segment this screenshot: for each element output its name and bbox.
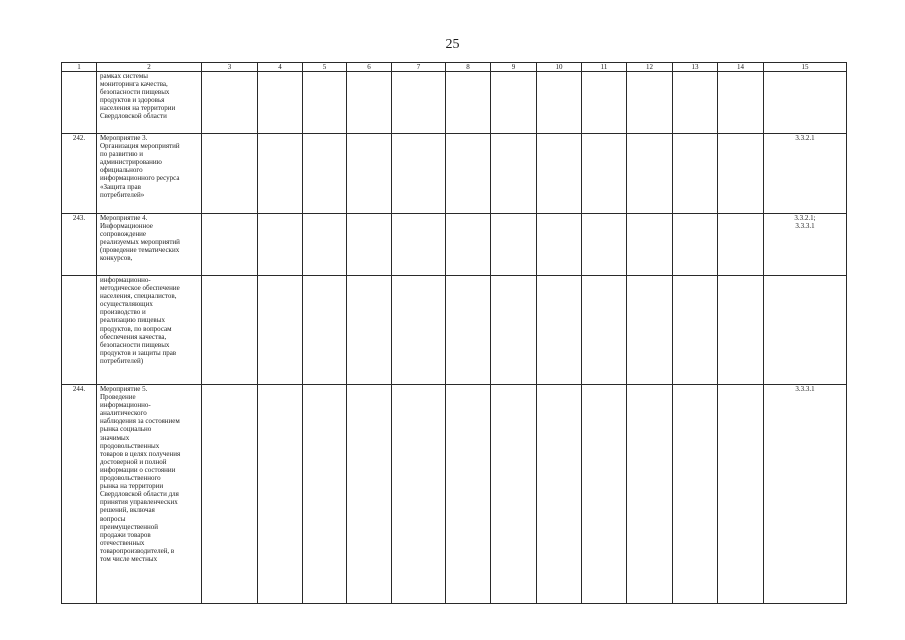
description-line: рынка социально xyxy=(100,425,152,434)
column-header: 7 xyxy=(392,63,446,72)
empty-cell xyxy=(718,214,764,276)
table-row xyxy=(62,72,847,134)
column-header: 5 xyxy=(303,63,347,72)
description-line: осуществляющих xyxy=(100,300,153,309)
empty-cell xyxy=(718,276,764,385)
empty-cell xyxy=(303,214,347,276)
description-line: потребителей) xyxy=(100,356,144,365)
column-header: 13 xyxy=(673,63,718,72)
description-line: наблюдения за состоянием xyxy=(100,417,180,426)
target-indicator-code xyxy=(764,214,847,276)
empty-cell xyxy=(303,385,347,604)
empty-cell xyxy=(491,276,537,385)
empty-cell xyxy=(627,214,673,276)
description-line: продовольственных xyxy=(100,441,160,450)
empty-cell xyxy=(347,134,392,214)
column-header: 11 xyxy=(582,63,627,72)
description-line: товаропроизводителей, в xyxy=(100,546,175,555)
description-line: обеспечения качества, xyxy=(100,332,167,341)
row-number: 242. xyxy=(62,134,97,214)
empty-cell xyxy=(673,134,718,214)
description-line: рамках системы xyxy=(100,72,148,80)
empty-cell xyxy=(491,72,537,134)
table-row xyxy=(62,385,847,604)
empty-cell xyxy=(582,214,627,276)
table-row xyxy=(62,276,847,385)
column-header: 3 xyxy=(202,63,258,72)
description-line: информации о состоянии xyxy=(100,465,176,474)
row-number: 243. xyxy=(62,214,97,276)
activity-description xyxy=(97,385,202,604)
empty-cell xyxy=(202,134,258,214)
description-line: достоверной и полной xyxy=(100,457,167,466)
empty-cell xyxy=(537,385,582,604)
empty-cell xyxy=(582,385,627,604)
column-header: 1 xyxy=(62,63,97,72)
empty-cell xyxy=(491,214,537,276)
empty-cell xyxy=(303,72,347,134)
empty-cell xyxy=(258,72,303,134)
empty-cell xyxy=(202,214,258,276)
description-line: преимущественной xyxy=(100,522,158,531)
target-indicator-code xyxy=(764,385,847,604)
description-line: реализуемых мероприятий xyxy=(100,238,180,247)
table-row xyxy=(62,214,847,276)
target-indicator-code xyxy=(764,72,847,134)
description-line: продажи товаров xyxy=(100,530,151,539)
header-row xyxy=(62,63,847,72)
empty-cell xyxy=(392,72,446,134)
empty-cell xyxy=(582,72,627,134)
empty-cell xyxy=(537,72,582,134)
empty-cell xyxy=(491,134,537,214)
description-line: Мероприятие 5. xyxy=(100,385,148,393)
description-line: продовольственного xyxy=(100,474,161,483)
description-line: сопровождение xyxy=(100,230,147,239)
empty-cell xyxy=(673,214,718,276)
description-line: вопросы xyxy=(100,514,126,523)
description-line: информационно- xyxy=(100,401,151,410)
description-line: принятия управленческих xyxy=(100,498,178,507)
empty-cell xyxy=(347,72,392,134)
description-line: Информационное xyxy=(100,222,153,231)
description-line: том числе местных xyxy=(100,554,158,563)
code-line: 3.3.2.1 xyxy=(795,134,815,142)
column-header: 8 xyxy=(446,63,491,72)
empty-cell xyxy=(627,134,673,214)
column-header: 15 xyxy=(764,63,847,72)
empty-cell xyxy=(392,276,446,385)
description-line: конкурсов, xyxy=(100,254,133,263)
empty-cell xyxy=(303,276,347,385)
description-line: администрированию xyxy=(100,158,162,167)
empty-cell xyxy=(673,385,718,604)
empty-cell xyxy=(446,134,491,214)
empty-cell xyxy=(582,276,627,385)
description-line: официального xyxy=(100,166,143,175)
empty-cell xyxy=(627,72,673,134)
description-line: Проведение xyxy=(100,393,136,402)
empty-cell xyxy=(446,385,491,604)
description-line: безопасности пищевых xyxy=(100,88,170,97)
empty-cell xyxy=(446,276,491,385)
table-row xyxy=(62,134,847,214)
empty-cell xyxy=(627,276,673,385)
description-line: Мероприятие 4. xyxy=(100,214,148,222)
description-line: Свердловской области для xyxy=(100,490,179,499)
description-line: Свердловской области xyxy=(100,112,167,121)
column-header: 12 xyxy=(627,63,673,72)
target-indicator-code xyxy=(764,276,847,385)
description-line: рынка на территории xyxy=(100,482,164,491)
activity-description xyxy=(97,276,202,385)
code-line: 3.3.2.1; xyxy=(794,214,816,222)
description-line: решений, включая xyxy=(100,506,155,515)
empty-cell xyxy=(258,134,303,214)
description-line: Мероприятие 3. xyxy=(100,134,148,142)
empty-cell xyxy=(347,385,392,604)
description-line: населения, специалистов, xyxy=(100,292,177,301)
activity-description xyxy=(97,134,202,214)
empty-cell xyxy=(258,385,303,604)
empty-cell xyxy=(446,214,491,276)
empty-cell xyxy=(258,214,303,276)
column-header: 4 xyxy=(258,63,303,72)
empty-cell xyxy=(392,134,446,214)
description-line: товаров в целях получения xyxy=(100,449,181,458)
empty-cell xyxy=(392,214,446,276)
description-line: реализацию пищевых xyxy=(100,316,165,325)
code-line: 3.3.3.1 xyxy=(795,222,815,231)
description-line: безопасности пищевых xyxy=(100,340,170,349)
empty-cell xyxy=(347,214,392,276)
table-body xyxy=(62,72,847,604)
description-line: продуктов и здоровья xyxy=(100,96,165,105)
column-header: 9 xyxy=(491,63,537,72)
empty-cell xyxy=(718,72,764,134)
column-header: 2 xyxy=(97,63,202,72)
code-line: 3.3.3.1 xyxy=(795,385,815,393)
description-line: отечественных xyxy=(100,538,145,547)
empty-cell xyxy=(627,385,673,604)
row-number xyxy=(62,72,97,134)
description-line: населения на территории xyxy=(100,104,176,113)
description-line: мониторинга качества, xyxy=(100,80,168,89)
activity-description xyxy=(97,72,202,134)
empty-cell xyxy=(718,385,764,604)
activity-description xyxy=(97,214,202,276)
description-line: по развитию и xyxy=(100,150,143,159)
row-number xyxy=(62,276,97,385)
description-line: производство и xyxy=(100,308,146,317)
empty-cell xyxy=(202,276,258,385)
empty-cell xyxy=(537,214,582,276)
empty-cell xyxy=(446,72,491,134)
description-line: продуктов и защиты прав xyxy=(100,348,177,357)
empty-cell xyxy=(537,276,582,385)
empty-cell xyxy=(347,276,392,385)
description-line: Организация мероприятий xyxy=(100,142,180,151)
description-line: аналитического xyxy=(100,409,147,418)
column-header: 14 xyxy=(718,63,764,72)
description-line: методическое обеспечение xyxy=(100,284,180,293)
row-number: 244. xyxy=(62,385,97,604)
empty-cell xyxy=(673,276,718,385)
description-line: информационно- xyxy=(100,276,151,284)
column-header: 10 xyxy=(537,63,582,72)
description-line: продуктов, по вопросам xyxy=(100,324,172,333)
empty-cell xyxy=(582,134,627,214)
empty-cell xyxy=(392,385,446,604)
empty-cell xyxy=(537,134,582,214)
description-line: (проведение тематических xyxy=(100,246,180,255)
empty-cell xyxy=(491,385,537,604)
activities-table xyxy=(61,62,847,604)
empty-cell xyxy=(202,72,258,134)
column-header: 6 xyxy=(347,63,392,72)
empty-cell xyxy=(718,134,764,214)
description-line: значимых xyxy=(100,433,130,442)
page-number: 25 xyxy=(445,37,460,52)
description-line: информационного ресурса xyxy=(100,174,180,183)
description-line: «Защита прав xyxy=(100,182,141,191)
empty-cell xyxy=(258,276,303,385)
empty-cell xyxy=(202,385,258,604)
target-indicator-code xyxy=(764,134,847,214)
empty-cell xyxy=(673,72,718,134)
description-line: потребителей» xyxy=(100,190,145,199)
empty-cell xyxy=(303,134,347,214)
